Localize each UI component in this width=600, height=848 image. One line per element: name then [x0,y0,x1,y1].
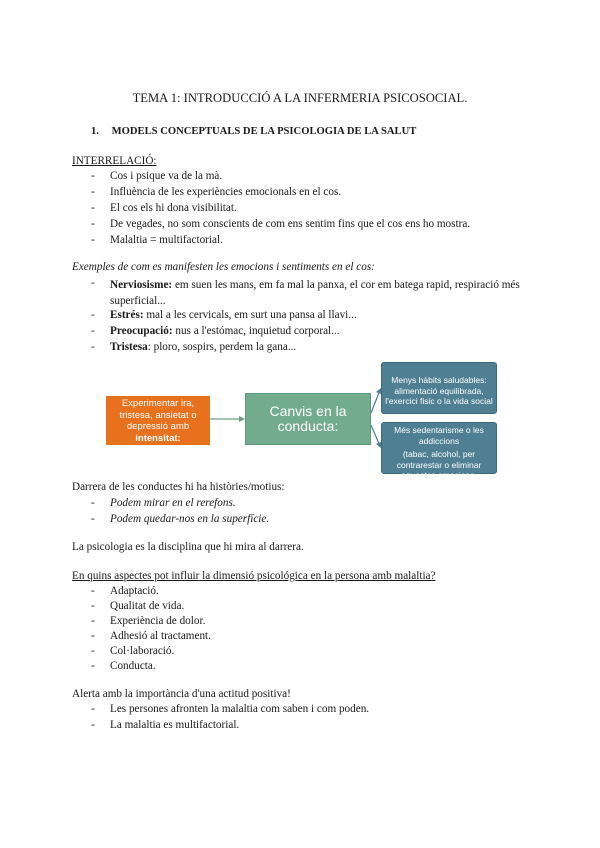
connector-arrow [371,390,380,413]
bullet-dash: - [91,719,95,731]
section-number: 1. [91,126,99,137]
bullet-dash: - [91,309,95,321]
list-item [110,325,340,337]
list-item: La malaltia es multifactorial. [110,719,240,731]
list-item: Podem mirar en el rerefons. [110,497,236,509]
emotion-box [106,396,210,445]
fewer-habits-box: Menys hàbits saludables: alimentació equilibrada, l'exercici fisic o la vida social [381,362,497,414]
bullet-dash: - [91,170,95,182]
section-heading [91,126,416,137]
term-description: em suen les mans, em fa mal la panxa, el cor em batega rapid, respiració més superficial... [110,279,520,307]
sedentarism-box [381,422,497,480]
term-label: Preocupació: [110,325,173,337]
bullet-dash: - [91,202,95,214]
sedentarism-box-title: Més sedentarisme o les addiccions [394,425,484,446]
term-label: Tristesa [110,341,148,353]
bullet-dash: - [91,703,95,715]
list-item [110,341,296,353]
bullet-dash: - [91,325,95,337]
bullet-dash: - [91,218,95,230]
term-description: : ploro, sospirs, perdem la gana... [147,341,297,353]
bullet-dash: - [91,277,95,289]
list-item: Malaltia = multifactorial. [110,234,223,246]
bullet-dash: - [91,497,95,509]
list-item: Conducta. [110,660,156,672]
psicologia-paragraph: La psicologia es la disciplina que hi mira al darrera. [72,541,304,553]
list-item [110,277,530,309]
emotion-box-bold: intensitat: [135,432,181,444]
sedentarism-box-detail: (tabac, alcohol, per contrarestar o eliminar aquestes emocions. [396,449,482,480]
term-label: Nerviosisme: [110,279,173,291]
list-item: Cos i psique va de la mà. [110,170,223,182]
list-item [110,309,357,321]
list-item: Adaptació. [110,585,159,597]
list-item: Qualitat de vida. [110,600,185,612]
bullet-dash: - [91,600,95,612]
term-description: nus a l'estómac, inquietud corporal... [172,325,340,337]
list-item: Experiència de dolor. [110,615,206,627]
section-title: MODELS CONCEPTUALS DE LA PSICOLOGIA DE LA SALUT [111,126,417,137]
list-item: Influència de les experiències emocionals en el cos. [110,186,342,198]
connector-arrow [371,425,380,446]
bullet-dash: - [91,615,95,627]
list-item: De vegades, no som conscients de com ens sentim fins que el cos ens ho mostra. [110,218,471,230]
bullet-dash: - [91,341,95,353]
bullet-dash: - [91,585,95,597]
darrera-heading: Darrera de les conductes hi ha històries/motius: [72,481,285,493]
bullet-dash: - [91,186,95,198]
behaviour-change-box: Canvis en la conducta: [245,393,371,445]
bullet-dash: - [91,513,95,525]
bullet-dash: - [91,645,95,657]
list-item: Adhesió al tractament. [110,630,211,642]
list-item: Podem quedar-nos en la superfície. [110,513,270,525]
bullet-dash: - [91,630,95,642]
aspectes-heading: En quins aspectes pot influir la dimensió psicológica en la persona amb malaltia? [72,570,436,582]
interrelacio-heading: INTERRELACIÓ: [72,155,157,167]
term-label: Estrés: [110,309,144,321]
emotion-box-text: Experimentar ira, tristesa, ansietat o depressió amb [119,398,197,432]
alerta-heading: Alerta amb la importància d'una actitud positiva! [72,688,291,700]
list-item: Col·laboració. [110,645,175,657]
bullet-dash: - [91,234,95,246]
page-title: TEMA 1: INTRODUCCIÓ A LA INFERMERIA PSICOSOCIAL. [132,91,468,105]
list-item: Les persones afronten la malaltia com saben i com poden. [110,703,370,715]
term-description: mal a les cervicals, em surt una pansa al llavi... [143,309,357,321]
exemples-heading: Exemples de com es manifesten les emocions i sentiments en el cos: [72,261,375,273]
bullet-dash: - [91,660,95,672]
list-item: El cos els hi dona visibilitat. [110,202,237,214]
